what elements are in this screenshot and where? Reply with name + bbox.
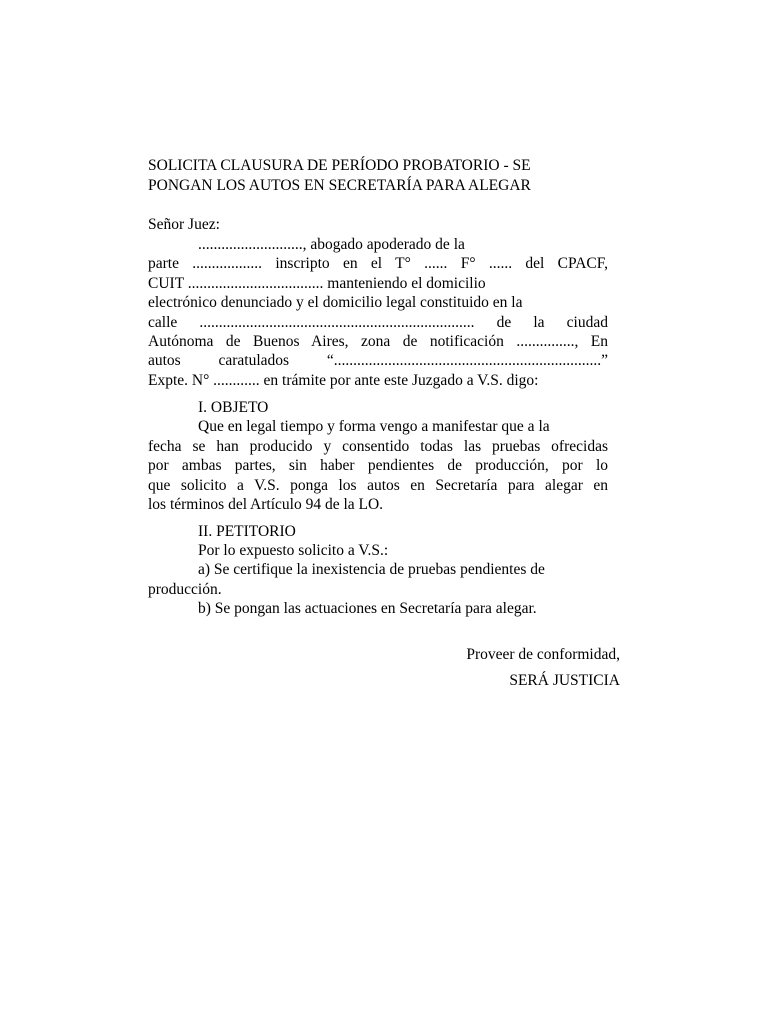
intro-line-1: ..........................., abogado apoderado de la xyxy=(198,236,465,253)
document-title-line-1: SOLICITA CLAUSURA DE PERÍODO PROBATORIO - SE xyxy=(148,157,531,174)
section-objeto-line-3: por ambas partes, sin haber pendientes de producción, por lo xyxy=(148,457,608,474)
intro-line-4: electrónico denunciado y el domicilio legal constituido en la xyxy=(148,294,523,311)
intro-line-8: Expte. N° ............ en trámite por ante este Juzgado a V.S. digo: xyxy=(148,372,539,389)
section-petitorio-line-1: Por lo expuesto solicito a V.S.: xyxy=(198,542,389,559)
section-objeto-heading: I. OBJETO xyxy=(198,399,269,416)
section-objeto-line-1: Que en legal tiempo y forma vengo a manifestar que a la xyxy=(198,418,550,435)
closing-sera-justicia: SERÁ JUSTICIA xyxy=(509,672,620,689)
intro-line-5: calle ....................................................................... de la ciudad xyxy=(148,314,608,331)
section-objeto-line-4: que solicito a V.S. ponga los autos en Secretaría para alegar en xyxy=(148,477,608,494)
section-objeto-line-5: los términos del Artículo 94 de la LO. xyxy=(148,496,384,513)
section-petitorio-line-2: a) Se certifique la inexistencia de pruebas pendientes de xyxy=(198,561,545,578)
salutation: Señor Juez: xyxy=(148,216,220,233)
intro-line-2: parte .................. inscripto en el T° ...... F° ...... del CPACF, xyxy=(148,255,608,272)
intro-line-3: CUIT ................................... manteniendo el domicilio xyxy=(148,275,486,292)
intro-line-6: Autónoma de Buenos Aires, zona de notificación ..............., En xyxy=(148,333,608,350)
section-petitorio-line-3: producción. xyxy=(148,581,222,598)
document-title-line-2: PONGAN LOS AUTOS EN SECRETARÍA PARA ALEGAR xyxy=(148,177,531,194)
section-petitorio-line-4: b) Se pongan las actuaciones en Secretaría para alegar. xyxy=(198,600,537,617)
section-petitorio-heading: II. PETITORIO xyxy=(198,523,296,540)
intro-line-7: autos caratulados “.....................................................................” xyxy=(148,352,608,369)
closing-proveer: Proveer de conformidad, xyxy=(466,646,620,663)
section-objeto-line-2: fecha se han producido y consentido todas las pruebas ofrecidas xyxy=(148,438,608,455)
